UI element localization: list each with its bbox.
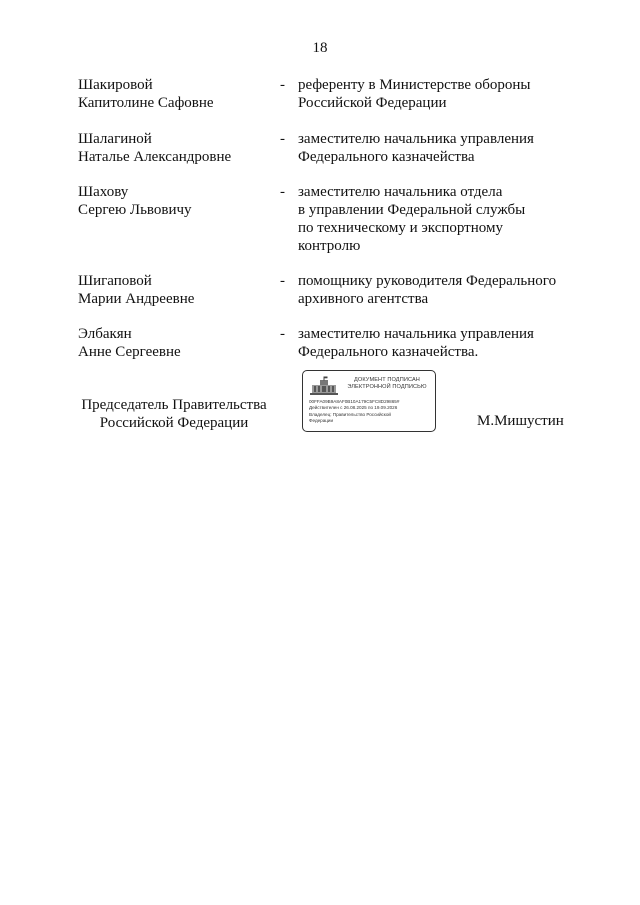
chair-title	[78, 396, 270, 432]
list-item	[78, 76, 578, 112]
position-line: Федерального казначейства.	[298, 344, 479, 360]
separator-dash: -	[280, 326, 285, 342]
stamp-details	[309, 399, 399, 425]
recipient-name	[78, 183, 280, 255]
recipient-given-names: Сергею Львовичу	[78, 202, 192, 218]
chair-title-line: Председатель Правительства	[81, 397, 267, 413]
separator-dash: -	[280, 77, 285, 93]
electronic-signature-stamp	[302, 370, 436, 432]
certificate-owner: Федерации	[309, 418, 334, 424]
chair-title-line: Российской Федерации	[99, 415, 249, 431]
recipient-surname: Шакировой	[78, 77, 153, 93]
stamp-title-line: ЭЛЕКТРОННОЙ ПОДПИСЬЮ	[347, 384, 427, 390]
separator-dash: -	[280, 131, 285, 147]
position-line: референту в Министерстве обороны	[298, 77, 531, 93]
recipient-name	[78, 272, 280, 308]
recipient-surname: Шахову	[78, 184, 129, 200]
separator-dash: -	[280, 184, 285, 200]
position-line: заместителю начальника отдела	[298, 184, 503, 200]
recipient-position	[298, 183, 578, 255]
position-line: Федерального казначейства	[298, 149, 475, 165]
recipient-surname: Элбакян	[78, 326, 132, 342]
separator-dash: -	[280, 273, 285, 289]
list-item	[78, 325, 578, 361]
appointment-list	[78, 76, 578, 361]
list-item	[78, 272, 578, 308]
recipient-given-names: Наталье Александровне	[78, 149, 232, 165]
recipient-position	[298, 272, 578, 308]
recipient-name	[78, 325, 280, 361]
list-item	[78, 130, 578, 166]
certificate-owner: Владелец: Правительство Российской	[309, 411, 391, 417]
stamp-title	[341, 377, 433, 391]
certificate-validity: Действителен с 26.08.2025 по 19.09.2026	[309, 405, 398, 411]
list-item	[78, 183, 578, 255]
recipient-position	[298, 76, 578, 112]
stamp-title-line: ДОКУМЕНТ ПОДПИСАН	[354, 377, 420, 383]
recipient-position	[298, 325, 578, 361]
recipient-name	[78, 130, 280, 166]
government-building-icon	[309, 376, 339, 396]
recipient-given-names: Капитолине Сафовне	[78, 95, 214, 111]
recipient-given-names: Анне Сергеевне	[78, 344, 181, 360]
recipient-surname: Шалагиной	[78, 131, 152, 147]
position-line: заместителю начальника управления	[298, 131, 534, 147]
recipient-surname: Шигаповой	[78, 273, 152, 289]
signer-name: М.Мишустин	[477, 413, 564, 429]
position-line: заместителю начальника управления	[298, 326, 534, 342]
position-line: по техническому и экспортному	[298, 220, 503, 236]
recipient-given-names: Марии Андреевне	[78, 291, 195, 307]
position-line: Российской Федерации	[298, 95, 447, 111]
page-number: 18	[312, 40, 328, 56]
position-line: архивного агентства	[298, 291, 429, 307]
recipient-name	[78, 76, 280, 112]
recipient-position	[298, 130, 578, 166]
position-line: контролю	[298, 238, 361, 254]
position-line: помощнику руководителя Федерального	[298, 273, 557, 289]
certificate-serial: 00FFA09B9A8AF0B10A179C5FC8D29865#	[309, 399, 400, 404]
position-line: в управлении Федеральной службы	[298, 202, 526, 218]
